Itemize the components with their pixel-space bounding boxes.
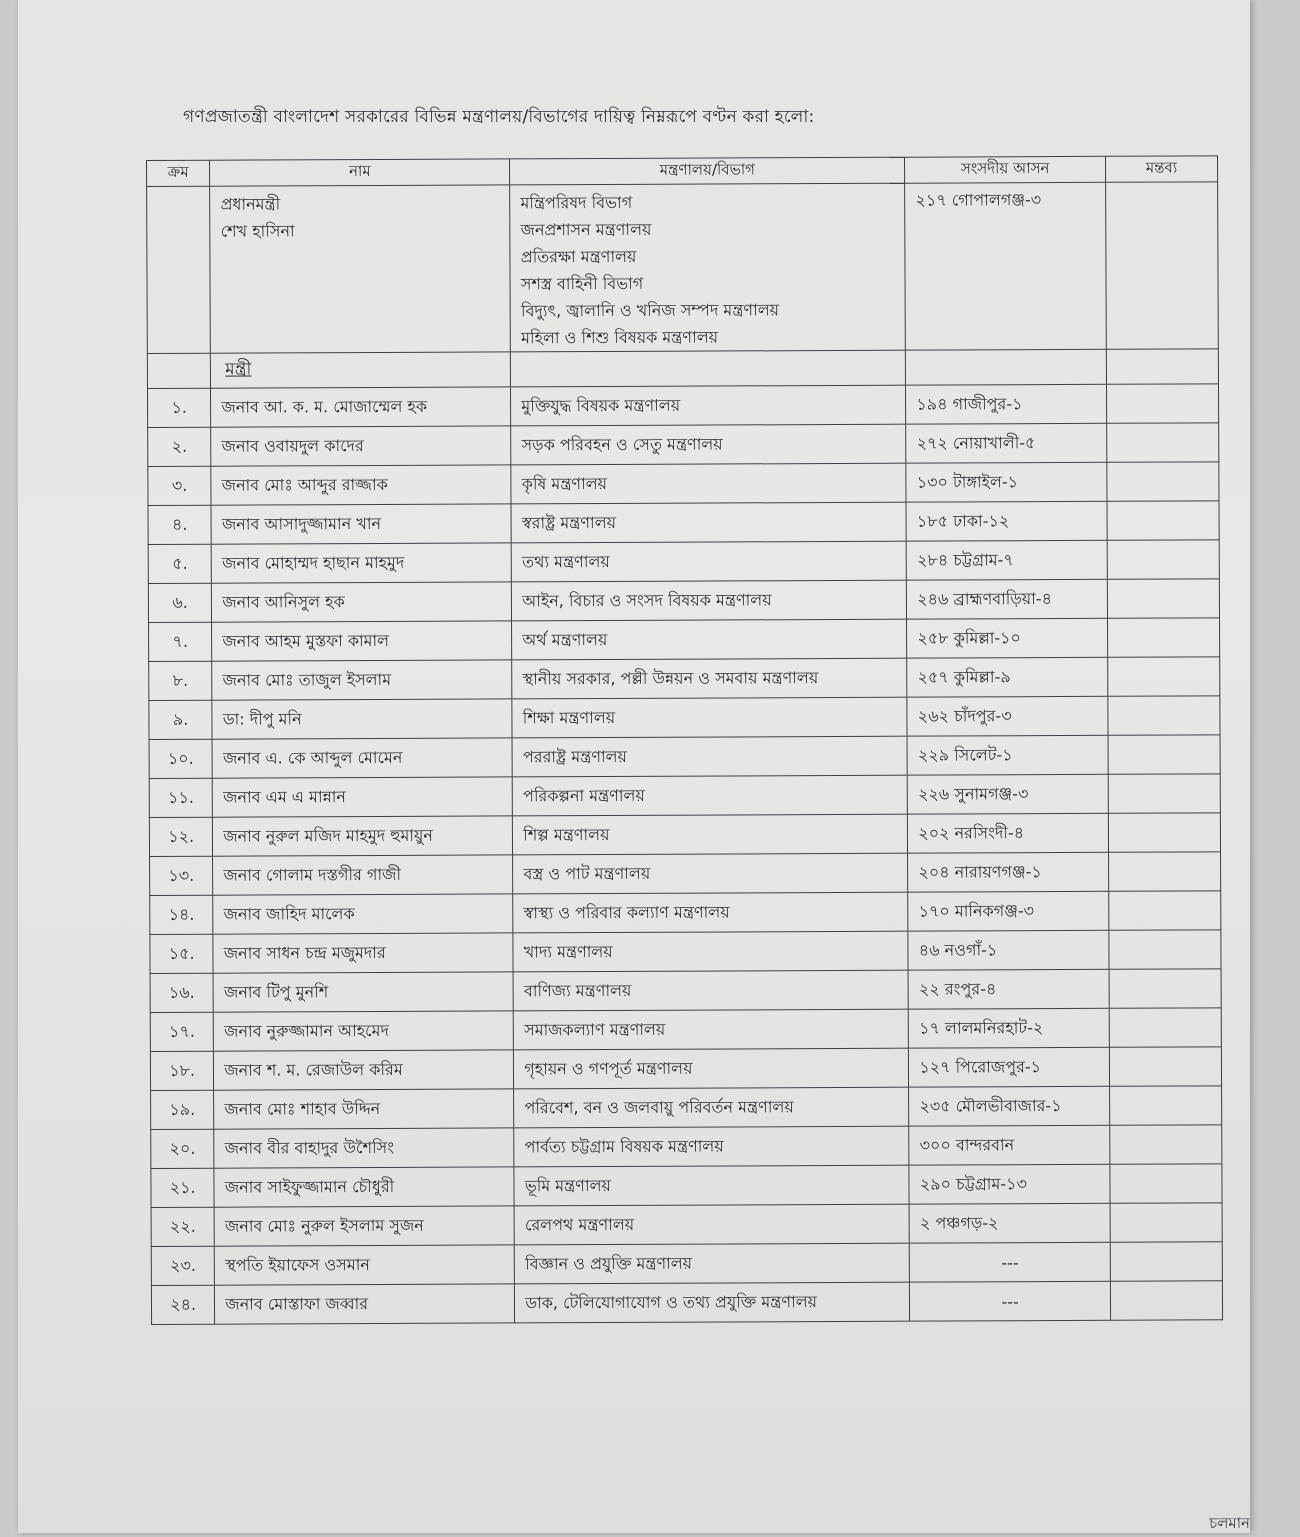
pm-seat-cell — [905, 182, 1106, 350]
serial-cell: ৪. — [148, 505, 212, 544]
table-row — [149, 813, 1220, 857]
seat-cell: ২৭২ নোয়াখালী-৫ — [906, 423, 1107, 463]
serial-cell: ২১. — [151, 1168, 215, 1207]
name-cell: জনাব আ. ক. ম. মোজাম্মেল হক — [211, 387, 511, 427]
pm-ministry-item: প্রতিরক্ষা মন্ত্রণালয় — [520, 246, 637, 267]
table-row — [150, 891, 1221, 935]
table-row — [151, 1203, 1222, 1247]
table-row — [151, 1086, 1222, 1130]
serial-cell: ৮. — [149, 661, 213, 700]
seat-cell: ১৩০ টাঙ্গাইল-১ — [906, 462, 1107, 502]
table-row — [150, 1047, 1221, 1091]
remarks-cell — [1109, 852, 1221, 891]
ministry-cell: স্বাস্থ্য ও পরিবার কল্যাণ মন্ত্রণালয় — [513, 892, 908, 933]
remarks-cell — [1107, 462, 1219, 501]
table-row — [151, 1281, 1222, 1325]
seat-cell: ৩০০ বান্দরবান — [909, 1125, 1110, 1165]
serial-cell: ১৮. — [150, 1051, 214, 1090]
pm-ministry-item: সশস্ত্র বাহিনী বিভাগ — [520, 273, 644, 294]
name-cell: জনাব মোঃ তাজুল ইসলাম — [212, 660, 512, 700]
col-header-serial: ক্রম — [147, 160, 210, 186]
ministry-cell: আইন, বিচার ও সংসদ বিষয়ক মন্ত্রণালয় — [512, 580, 907, 621]
table-row — [149, 735, 1220, 779]
ministry-cell: বিজ্ঞান ও প্রযুক্তি মন্ত্রণালয় — [515, 1243, 910, 1284]
seat-cell: ২২ রংপুর-৪ — [908, 969, 1109, 1009]
ministry-cell: সড়ক পরিবহন ও সেতু মন্ত্রণালয় — [511, 424, 906, 465]
name-cell: জনাব মোঃ শাহাব উদ্দিন — [214, 1089, 514, 1129]
serial-cell: ১৯. — [151, 1090, 215, 1129]
col-header-name: নাম — [210, 159, 510, 186]
name-cell: জনাব ওবায়দুল কাদের — [211, 426, 511, 466]
section-empty-cell — [1106, 349, 1218, 384]
serial-cell: ১৪. — [150, 895, 214, 934]
name-cell: জনাব শ. ম. রেজাউল করিম — [214, 1050, 514, 1090]
serial-cell: ৯. — [149, 700, 213, 739]
serial-cell: ১১. — [149, 778, 213, 817]
serial-cell: ১৩. — [150, 856, 214, 895]
remarks-cell — [1110, 1203, 1222, 1242]
name-cell: জনাব বীর বাহাদুর উশৈসিং — [214, 1128, 514, 1168]
ministry-cell: পররাষ্ট্র মন্ত্রণালয় — [512, 736, 907, 777]
remarks-cell — [1109, 969, 1221, 1008]
ministry-cell: শিল্প মন্ত্রণালয় — [513, 814, 908, 855]
name-cell: ডা: দীপু মনি — [212, 699, 512, 739]
remarks-cell — [1110, 1281, 1222, 1320]
remarks-cell — [1107, 501, 1219, 540]
seat-cell: --- — [910, 1281, 1111, 1321]
serial-cell: ১. — [147, 388, 211, 427]
seat-cell: ১২৭ পিরোজপুর-১ — [909, 1047, 1110, 1087]
name-cell: স্থপতি ইয়াফেস ওসমান — [215, 1245, 515, 1285]
seat-cell: ২৬২ চাঁদপুর-৩ — [907, 696, 1108, 736]
table-row — [150, 852, 1221, 896]
table-row — [151, 1125, 1222, 1169]
table-row — [151, 1242, 1222, 1286]
remarks-cell — [1109, 1008, 1221, 1047]
table-row — [150, 930, 1221, 974]
remarks-cell — [1110, 1125, 1222, 1164]
name-cell: জনাব সাধন চন্দ্র মজুমদার — [213, 933, 513, 973]
ministry-cell: গৃহায়ন ও গণপূর্ত মন্ত্রণালয় — [514, 1048, 909, 1089]
table-row — [149, 774, 1220, 818]
name-cell: জনাব এম এ মান্নান — [213, 777, 513, 817]
ministry-cell: মুক্তিযুদ্ধ বিষয়ক মন্ত্রণালয় — [511, 385, 906, 426]
prime-minister-row — [147, 182, 1219, 354]
pm-ministry-item: বিদ্যুৎ, জ্বালানি ও খনিজ সম্পদ মন্ত্রণালয় — [520, 300, 780, 321]
ministry-cell: ডাক, টেলিযোগাযোগ ও তথ্য প্রযুক্তি মন্ত্রণালয় — [515, 1282, 910, 1323]
ministry-cell: রেলপথ মন্ত্রণালয় — [514, 1204, 909, 1245]
pm-serial-cell — [147, 186, 211, 353]
name-cell: জনাব নুরুল মজিদ মাহমুদ হুমায়ুন — [213, 816, 513, 856]
col-header-ministry: মন্ত্রণালয়/বিভাগ — [510, 157, 905, 185]
remarks-cell — [1110, 1086, 1222, 1125]
seat-cell: ২৫৭ কুমিল্লা-৯ — [907, 657, 1108, 697]
remarks-cell — [1106, 384, 1218, 423]
section-empty-cell — [906, 349, 1107, 385]
seat-cell: ১৭ লালমনিরহাট-২ — [909, 1008, 1110, 1048]
seat-cell: ২০২ নরসিংদী-৪ — [908, 813, 1109, 853]
ministry-cell: পরিকল্পনা মন্ত্রণালয় — [513, 775, 908, 816]
section-label-cell — [211, 352, 511, 388]
section-label: মন্ত্রী — [225, 359, 252, 380]
name-cell: জনাব মোঃ আব্দুর রাজ্জাক — [211, 465, 511, 505]
remarks-cell — [1108, 813, 1220, 852]
table-row — [149, 696, 1220, 740]
table-row — [148, 423, 1219, 467]
remarks-cell — [1107, 423, 1219, 462]
table-row — [148, 462, 1219, 506]
serial-cell: ১৫. — [150, 934, 214, 973]
ministry-allocation-table — [146, 155, 1223, 1325]
name-cell: জনাব আসাদুজ্জামান খান — [211, 504, 511, 544]
pm-ministries-cell — [510, 183, 906, 352]
serial-cell: ২৩. — [151, 1246, 215, 1285]
document-heading: গণপ্রজাতন্ত্রী বাংলাদেশ সরকারের বিভিন্ন মন্ত্রণালয়/বিভাগের দায়িত্ব নিম্নরূপে বণ্টন করা হলো: — [183, 107, 815, 127]
serial-cell: ৭. — [149, 622, 213, 661]
remarks-cell — [1108, 618, 1220, 657]
name-cell: জনাব মোহাম্মদ হাছান মাহমুদ — [212, 543, 512, 583]
pm-ministry-item: মন্ত্রিপরিষদ বিভাগ — [520, 192, 633, 213]
name-cell: জনাব আহম মুস্তফা কামাল — [212, 621, 512, 661]
seat-cell: ২২৬ সুনামগঞ্জ-৩ — [908, 774, 1109, 814]
ministry-cell: পরিবেশ, বন ও জলবায়ু পরিবর্তন মন্ত্রণালয় — [514, 1087, 909, 1128]
name-cell: জনাব এ. কে আব্দুল মোমেন — [212, 738, 512, 778]
name-cell: জনাব নুরুজ্জামান আহমেদ — [214, 1011, 514, 1051]
name-cell: জনাব মোস্তাফা জব্বার — [215, 1284, 515, 1324]
ministry-cell: স্থানীয় সরকার, পল্লী উন্নয়ন ও সমবায় মন্ত্রণালয় — [512, 658, 907, 699]
ministry-cell: কৃষি মন্ত্রণালয় — [511, 463, 906, 504]
name-cell: জনাব মোঃ নুরুল ইসলাম সুজন — [214, 1206, 514, 1246]
section-serial-cell — [147, 353, 211, 388]
section-empty-cell — [511, 350, 906, 387]
seat-cell: ২৯০ চট্টগ্রাম-১৩ — [909, 1164, 1110, 1204]
remarks-cell — [1109, 891, 1221, 930]
col-header-seat: সংসদীয় আসন — [905, 156, 1106, 183]
ministry-cell: অর্থ মন্ত্রণালয় — [512, 619, 907, 660]
seat-cell: ১৮৫ ঢাকা-১২ — [906, 501, 1107, 541]
remarks-cell — [1108, 735, 1220, 774]
pm-name: শেখ হাসিনা — [220, 221, 295, 241]
continued-note: চলমান — [1209, 1514, 1250, 1532]
ministry-cell: ভূমি মন্ত্রণালয় — [514, 1165, 909, 1206]
table-row — [149, 657, 1220, 701]
serial-cell: ১২. — [149, 817, 213, 856]
seat-cell: --- — [910, 1242, 1111, 1282]
pm-title: প্রধানমন্ত্রী — [220, 194, 281, 214]
ministry-cell: খাদ্য মন্ত্রণালয় — [513, 931, 908, 972]
serial-cell: ৬. — [148, 583, 212, 622]
serial-cell: ১৭. — [150, 1012, 214, 1051]
serial-cell: ৩. — [148, 466, 212, 505]
table-row — [148, 579, 1219, 623]
seat-cell: ১৯৪ গাজীপুর-১ — [906, 384, 1107, 424]
serial-cell: ২২. — [151, 1207, 215, 1246]
ministry-cell: বাণিজ্য মন্ত্রণালয় — [513, 970, 908, 1011]
serial-cell: ১০. — [149, 739, 213, 778]
pm-ministry-item: জনপ্রশাসন মন্ত্রণালয় — [520, 219, 652, 240]
ministry-cell: শিক্ষা মন্ত্রণালয় — [512, 697, 907, 738]
serial-cell: ২৪. — [151, 1285, 215, 1324]
ministry-cell: তথ্য মন্ত্রণালয় — [511, 541, 906, 582]
ministry-cell: সমাজকল্যাণ মন্ত্রণালয় — [514, 1009, 909, 1050]
table-row — [148, 540, 1219, 584]
seat-cell: ১৭০ মানিকগঞ্জ-৩ — [908, 891, 1109, 931]
remarks-cell — [1108, 774, 1220, 813]
table-row — [147, 384, 1218, 428]
ministry-cell: পার্বত্য চট্টগ্রাম বিষয়ক মন্ত্রণালয় — [514, 1126, 909, 1167]
serial-cell: ৫. — [148, 544, 212, 583]
ministry-cell: স্বরাষ্ট্র মন্ত্রণালয় — [511, 502, 906, 543]
table-row — [149, 618, 1220, 662]
seat-cell: ২২৯ সিলেট-১ — [907, 735, 1108, 775]
name-cell: জনাব টিপু মুনশি — [213, 972, 513, 1012]
table-row — [150, 969, 1221, 1013]
table-row — [151, 1164, 1222, 1208]
name-cell: জনাব সাইফুজ্জামান চৌধুরী — [214, 1167, 514, 1207]
pm-remarks-cell — [1106, 182, 1219, 349]
col-header-remarks: মন্তব্য — [1105, 156, 1217, 182]
serial-cell: ২. — [148, 427, 212, 466]
name-cell: জনাব আনিসুল হক — [212, 582, 512, 622]
remarks-cell — [1108, 657, 1220, 696]
table-row — [150, 1008, 1221, 1052]
remarks-cell — [1109, 1047, 1221, 1086]
seat-cell: ২০৪ নারায়ণগঞ্জ-১ — [908, 852, 1109, 892]
seat-cell: ২৫৮ কুমিল্লা-১০ — [907, 618, 1108, 658]
name-cell: জনাব জাহিদ মালেক — [213, 894, 513, 934]
document-page — [18, 0, 1250, 1533]
serial-cell: ২০. — [151, 1129, 215, 1168]
remarks-cell — [1108, 696, 1220, 735]
remarks-cell — [1107, 579, 1219, 618]
seat-cell: ৪৬ নওগাঁ-১ — [908, 930, 1109, 970]
seat-cell: ২৮৪ চট্টগ্রাম-৭ — [906, 540, 1107, 580]
seat-cell: ২ পঞ্চগড়-২ — [909, 1203, 1110, 1243]
seat-cell: ২৪৬ ব্রাহ্মণবাড়িয়া-৪ — [907, 579, 1108, 619]
name-cell: জনাব গোলাম দস্তগীর গাজী — [213, 855, 513, 895]
section-row-ministers — [147, 349, 1218, 389]
seat-cell: ২৩৫ মৌলভীবাজার-১ — [909, 1086, 1110, 1126]
remarks-cell — [1107, 540, 1219, 579]
ministry-cell: বস্ত্র ও পাট মন্ত্রণালয় — [513, 853, 908, 894]
pm-name-cell — [210, 185, 511, 353]
pm-ministry-item: মহিলা ও শিশু বিষয়ক মন্ত্রণালয় — [521, 327, 719, 348]
remarks-cell — [1110, 1164, 1222, 1203]
remarks-cell — [1110, 1242, 1222, 1281]
table-row — [148, 501, 1219, 545]
pm-seat: ২১৭ গোপালগঞ্জ-৩ — [915, 190, 1042, 210]
serial-cell: ১৬. — [150, 973, 214, 1012]
remarks-cell — [1109, 930, 1221, 969]
